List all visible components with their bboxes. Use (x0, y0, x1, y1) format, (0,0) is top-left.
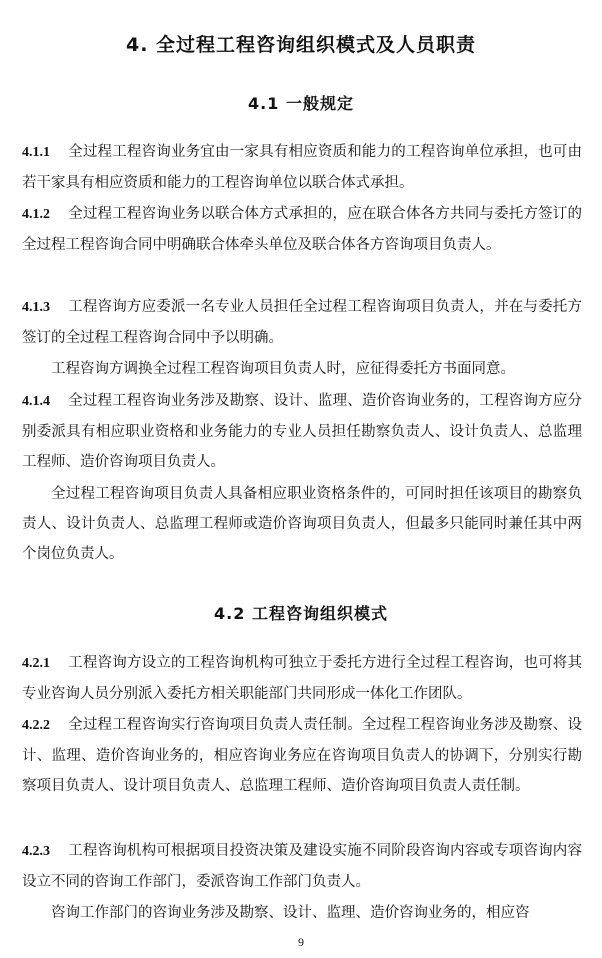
paragraph-text: 全过程工程咨询项目负责人具备相应职业资格条件的，可同时担任该项目的勘察负责人、设计负责人、总监理工程师或造价咨询项目负责人，但最多只能同时兼任其中两个岗位负责人。 (22, 486, 582, 562)
clause-number: 4.1.3 (22, 300, 50, 315)
clause-text: 全过程工程咨询实行咨询项目负责人责任制。全过程工程咨询业务涉及勘察、设计、监理、造价咨询业务的，相应咨询业务应在咨询项目负责人的协调下，分别实行勘察项目负责人、设计项目负责人、总监理工程师、造价咨询项目负责人责任制。 (22, 717, 582, 794)
paragraph-text: 工程咨询方调换全过程工程咨询项目负责人时，应征得委托方书面同意。 (51, 361, 515, 377)
clause-number: 4.2.1 (22, 656, 50, 671)
clause-4-2-3 (22, 836, 582, 897)
clause-4-1-2 (22, 199, 582, 260)
paragraph-4-2-3-continued (22, 898, 582, 928)
paragraph-4-1-3-continued (22, 354, 582, 384)
clause-number: 4.2.3 (22, 844, 50, 859)
clause-text: 全过程工程咨询业务宜由一家具有相应资质和能力的工程咨询单位承担，也可由若干家具有相应资质和能力的工程咨询单位以联合体式承担。 (22, 144, 582, 191)
page-number: 9 (298, 935, 304, 949)
section-title-4-2: 4.2 工程咨询组织模式 (214, 604, 388, 623)
paragraph-text: 咨询工作部门的咨询业务涉及勘察、设计、监理、造价咨询业务的，相应咨 (51, 905, 530, 921)
section-title-4-1: 4.1 一般规定 (248, 94, 354, 113)
paragraph-4-1-4-continued (22, 479, 582, 569)
clause-4-1-4 (22, 386, 582, 477)
clause-number: 4.1.1 (22, 145, 50, 160)
clause-4-1-1 (22, 137, 582, 198)
clause-4-2-2 (22, 710, 582, 801)
clause-4-1-3 (22, 292, 582, 353)
clause-text: 工程咨询方应委派一名专业人员担任全过程工程咨询项目负责人，并在与委托方签订的全过程工程咨询合同中予以明确。 (22, 299, 582, 346)
clause-text: 工程咨询方设立的工程咨询机构可独立于委托方进行全过程工程咨询，也可将其专业咨询人员分别派入委托方相关职能部门共同形成一体化工作团队。 (22, 655, 582, 702)
clause-text: 全过程工程咨询业务以联合体方式承担的，应在联合体各方共同与委托方签订的全过程工程咨询合同中明确联合体牵头单位及联合体各方咨询项目负责人。 (22, 206, 582, 253)
clause-number: 4.1.2 (22, 207, 50, 222)
clause-4-2-1 (22, 648, 582, 709)
clause-text: 工程咨询机构可根据项目投资决策及建设实施不同阶段咨询内容或专项咨询内容设立不同的咨询工作部门，委派咨询工作部门负责人。 (22, 843, 582, 890)
clause-text: 全过程工程咨询业务涉及勘察、设计、监理、造价咨询业务的，工程咨询方应分别委派具有相应职业资格和业务能力的专业人员担任勘察负责人、设计负责人、总监理工程师、造价咨询项目负责人。 (22, 393, 582, 470)
clause-number: 4.2.2 (22, 718, 50, 733)
clause-number: 4.1.4 (22, 394, 50, 409)
chapter-title: 4. 全过程工程咨询组织模式及人员职责 (125, 34, 477, 56)
